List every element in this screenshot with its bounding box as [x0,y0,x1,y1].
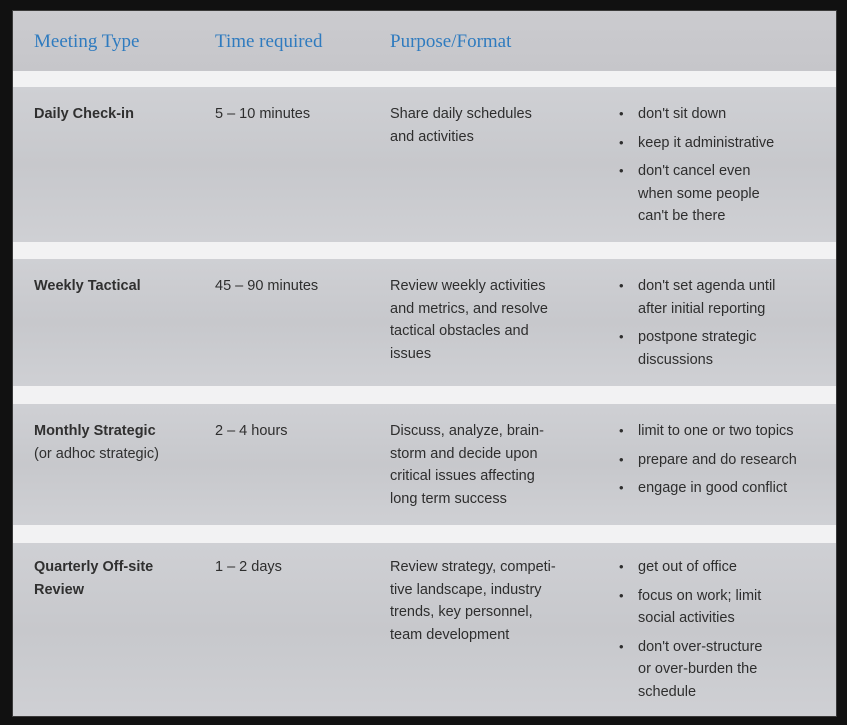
meeting-type-cell: Daily Check-in [34,106,134,122]
time-cell: 5 – 10 minutes [215,106,311,122]
header-time-required: Time required [215,31,323,52]
table-header [13,11,836,71]
purpose-cell: Share daily schedules and activities [390,106,532,145]
table-row [13,259,836,386]
table-row [13,543,836,717]
time-cell: 45 – 90 minutes [215,278,319,294]
purpose-cell: Review strategy, competi- tive landscape, industry trends, key personnel, team development [390,559,556,643]
meeting-type-cell: Quarterly Off-site Review [34,559,154,598]
notes-list [619,275,775,377]
header-purpose-format: Purpose/Format [390,31,512,52]
list-item: • limit to one or two topics [619,420,797,443]
list-item: • prepare and do research [619,449,797,472]
table-row [13,404,836,525]
header-meeting-type: Meeting Type [34,31,140,52]
meeting-type-cell: Monthly Strategic (or adhoc strategic) [34,423,159,462]
list-item: • postpone strategic discussions [619,326,775,371]
purpose-cell: Review weekly activities and metrics, and resolve tactical obstacles and issues [390,278,548,362]
meeting-type-cell: Weekly Tactical [34,278,141,294]
notes-list [619,103,774,234]
list-item: • don't sit down [619,103,774,126]
notes-list [619,556,762,709]
list-item: • keep it administrative [619,132,774,155]
list-item: • don't set agenda until after initial reporting [619,275,775,320]
time-cell: 1 – 2 days [215,559,282,575]
list-item: • focus on work; limit social activities [619,585,762,630]
list-item: • engage in good conflict [619,477,797,500]
list-item: • don't cancel even when some people can't be there [619,160,774,228]
time-cell: 2 – 4 hours [215,423,288,439]
meeting-types-table [12,10,837,717]
list-item: • don't over-structure or over-burden the schedule [619,636,762,704]
notes-list [619,420,797,506]
purpose-cell: Discuss, analyze, brain- storm and decide upon critical issues affecting long term success [390,423,544,507]
list-item: • get out of office [619,556,762,579]
table-row [13,87,836,242]
